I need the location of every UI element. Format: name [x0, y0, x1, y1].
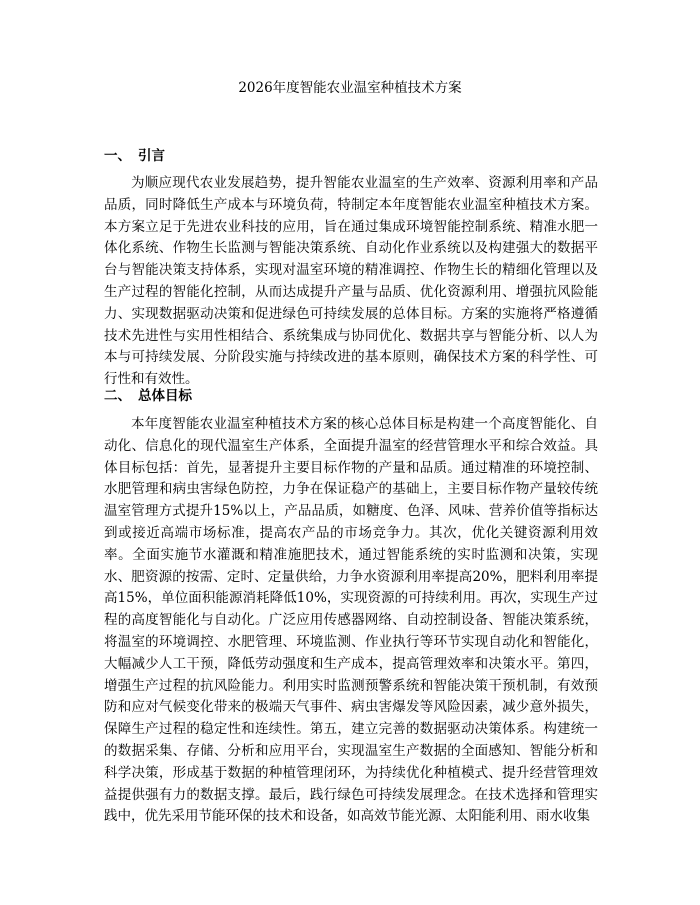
- introduction-paragraph: 为顺应现代农业发展趋势，提升智能农业温室的生产效率、资源利用率和产品品质，同时降低生产成本与环境负荷，特制定本年度智能农业温室种植技术方案。本方案立足于先进农业科技的应用，旨在通过集成环境智能控制系统、精准水肥一体化系统、作物生长监测与智能决策系统、自动化作业系统以及构建强大的数据平台与智能决策支持体系，实现对温室环境的精准调控、作物生长的精细化管理以及生产过程的智能化控制，从而达成提升产量与品质、优化资源利用、增强抗风险能力、实现数据驱动决策和促进绿色可持续发展的总体目标。方案的实施将严格遵循技术先进性与实用性相结合、系统集成与协同优化、数据共享与智能分析、以人为本与可持续发展、分阶段实施与持续改进的基本原则，确保技术方案的科学性、可行性和有效性。: [104, 175, 598, 388]
- section-title: 总体目标: [138, 388, 192, 404]
- overall-goals-paragraph: 本年度智能农业温室种植技术方案的核心总体目标是构建一个高度智能化、自动化、信息化的现代温室生产体系，全面提升温室的经营管理水平和综合效益。具体目标包括：首先，显著提升主要目标作物的产量和品质。通过精准的环境控制、水肥管理和病虫害绿色防控，力争在保证稳产的基础上，主要目标作物产量较传统温室管理方式提升15%以上，产品品质，如糖度、色泽、风味、营养价值等指标达到或接近高端市场标准，提高农产品的市场竞争力。其次，优化关键资源利用效率。全面实施节水灌溉和精准施肥技术，通过智能系统的实时监测和决策，实现水、肥资源的按需、定时、定量供给，力争水资源利用率提高20%，肥料利用率提高15%，单位面积能源消耗降低10%，实现资源的可持续利用。再次，实现生产过程的高度智能化与自动化。广泛应用传感器网络、自动控制设备、智能决策系统，将温室的环境调控、水肥管理、环境监测、作业执行等环节实现自动化和智能化，大幅减少人工干预，降低劳动强度和生产成本，提高管理效率和决策水平。第四，增强生产过程的抗风险能力。利用实时监测预警系统和智能决策干预机制，有效预防和应对气候变化带来的极端天气事件、病虫害爆发等风险因素，减少意外损失，保障生产过程的稳定性和连续性。第五，建立完善的数据驱动决策体系。构建统一的数据采集、存储、分析和应用平台，实现温室生产数据的全面感知、智能分析和科学决策，形成基于数据的种植管理闭环，为持续优化种植模式、提升经营管理效益提供强有力的数据支撑。最后，践行绿色可持续发展理念。在技术选择和管理实践中，优先采用节能环保的技术和设备，如高效节能光源、太阳能利用、雨水收集: [104, 416, 598, 825]
- section-number: 二、: [104, 388, 131, 404]
- section-title: 引言: [138, 148, 165, 164]
- section-number: 一、: [104, 148, 131, 164]
- section-heading-overall-goals: [104, 386, 192, 406]
- section-heading-introduction: [104, 146, 165, 166]
- document-title: 2026年度智能农业温室种植技术方案: [238, 80, 462, 96]
